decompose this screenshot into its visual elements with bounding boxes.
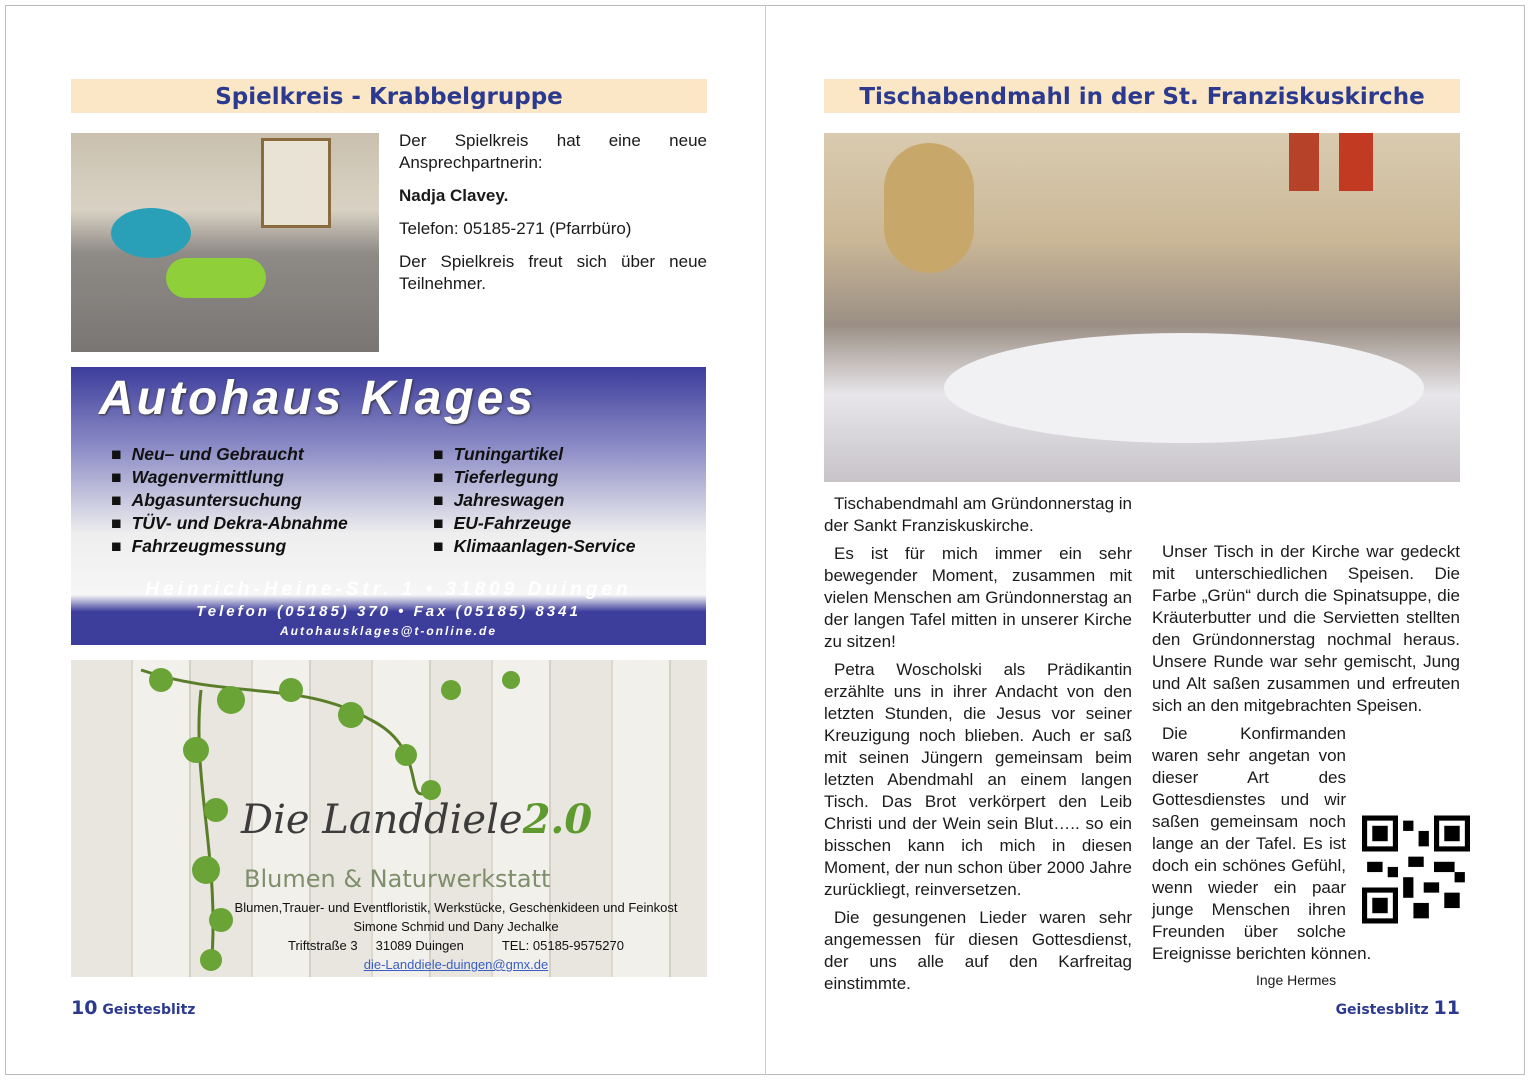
intro-text: Der Spielkreis hat eine neue Ansprechpartnerin: — [399, 131, 707, 172]
ball-pit — [111, 208, 191, 258]
icon-painting — [1289, 133, 1319, 191]
landdiele-subtitle: Blumen & Naturwerkstatt — [244, 865, 551, 893]
landdiele-city: 31089 Duingen — [375, 938, 464, 953]
window — [261, 138, 331, 228]
article-paragraph: Die gesungenen Lieder waren sehr angemessen für diesen Gottesdienst, der uns alle auf den Karfreitag einstimmte. — [824, 908, 1132, 993]
page-spine — [765, 5, 766, 1075]
article-paragraph: Petra Woscholski als Prädikantin erzählte uns in ihrer Andacht von den letzten Stunden, die Jesus vor seiner Kreuzigung noch blieben. Auch er saß mit seinen Jüngern gemeinsam beim letzten Abendmahl an einem langen Tisch. Das Brot verkörpert den Leib Christi und der Wein sein Blut….. so ein bisschen kann ich mich in diesen Moment, der nun schon über 2000 Jahre zurückliegt, reinversetzen. — [824, 660, 1132, 899]
service-item: ■ Jahreswagen — [433, 489, 635, 512]
article-author: Inge Hermes — [1256, 972, 1337, 988]
landdiele-logo: Die Landdiele2.0 — [241, 796, 593, 843]
dinner-table — [944, 333, 1424, 443]
article-paragraph: Es ist für mich immer ein sehr bewegender Moment, zusammen mit vielen Menschen am Gründonnerstag an der langen Tafel mitten in unserer Kirche zu sitzen! — [824, 544, 1132, 651]
church-dinner-photo — [824, 133, 1460, 482]
church-mosaic — [884, 143, 974, 273]
left-footer — [71, 997, 195, 1019]
contact-phone: Telefon: 05185-271 (Pfarrbüro) — [399, 219, 632, 238]
article-paragraph: Tischabendmahl am Gründonnerstag in der Sankt Franziskuskirche. — [824, 494, 1132, 535]
landdiele-street: Triftstraße 3 — [288, 938, 358, 953]
closing-text: Der Spielkreis freut sich über neue Teilnehmer. — [399, 252, 707, 293]
article-column-2 — [1152, 541, 1460, 989]
service-item: ■ Wagenvermittlung — [111, 466, 348, 489]
contact-name: Nadja Clavey. — [399, 186, 509, 205]
left-section-title: Spielkreis - Krabbelgruppe — [71, 79, 707, 113]
magazine-name: Geistesblitz — [102, 1002, 196, 1018]
services-left — [111, 443, 348, 558]
landdiele-tel: TEL: 05185-9575270 — [501, 938, 624, 953]
services-right — [433, 443, 635, 558]
qr-code[interactable] — [1352, 815, 1460, 924]
playgroup-text — [399, 130, 707, 306]
service-item: ■ TÜV- und Dekra-Abnahme — [111, 512, 348, 535]
article-column-1 — [824, 493, 1132, 1001]
page-number: 11 — [1433, 997, 1460, 1019]
play-tunnel — [166, 258, 266, 298]
service-item: ■ Fahrzeugmessung — [111, 535, 348, 558]
service-item: ■ Tieferlegung — [433, 466, 635, 489]
ad-address: Heinrich-Heine-Str. 1 • 31809 Duingen — [145, 579, 632, 600]
landdiele-owners: Simone Schmid und Dany Jechalke — [353, 919, 559, 934]
service-item: ■ EU-Fahrzeuge — [433, 512, 635, 535]
autohaus-ad — [71, 367, 706, 645]
right-section-title: Tischabendmahl in der St. Franziskuskirche — [824, 79, 1460, 113]
service-item: ■ Neu– und Gebraucht — [111, 443, 348, 466]
landdiele-email-link[interactable]: die-Landdiele-duingen@gmx.de — [363, 957, 549, 972]
service-item: ■ Abgasuntersuchung — [111, 489, 348, 512]
magazine-name: Geistesblitz — [1335, 1002, 1429, 1018]
page-number: 10 — [71, 997, 98, 1019]
landdiele-details — [211, 898, 701, 974]
service-item: ■ Tuningartikel — [433, 443, 635, 466]
ad-email: Autohausklages@t-online.de — [279, 624, 498, 638]
playgroup-photo — [71, 133, 379, 352]
landdiele-ad — [71, 660, 707, 977]
article-paragraph: Unser Tisch in der Kirche war gedeckt mit unterschiedlichen Speisen. Die Farbe „Grün“ durch die Spinatsuppe, die Kräuterbutter und die Servietten stellten den Gründonnerstag nochmal heraus. Unsere Runde war sehr gemischt, Jung und Alt saßen zusammen und erfreuten sich an den mitgebrachten Speisen. — [1152, 542, 1460, 715]
icon-painting — [1339, 133, 1373, 191]
right-footer — [1336, 997, 1460, 1019]
article-paragraph-with-qr: Die Konfirmanden waren sehr angetan von dieser Art des Gottesdienstes und wir saßen gemeinsam noch lange an der Tafel. Es ist doch ein schönes Gefühl, wenn wieder ein paar junge Menschen ihren Freunden über solche Ereignisse berichten können. — [1152, 723, 1460, 965]
landdiele-services: Blumen,Trauer- und Eventfloristik, Werkstücke, Geschenkideen und Feinkost — [234, 900, 678, 915]
service-item: ■ Klimaanlagen-Service — [433, 535, 635, 558]
ad-phone-fax: Telefon (05185) 370 • Fax (05185) 8341 — [196, 603, 581, 620]
ad-title: Autohaus Klages — [99, 372, 537, 425]
